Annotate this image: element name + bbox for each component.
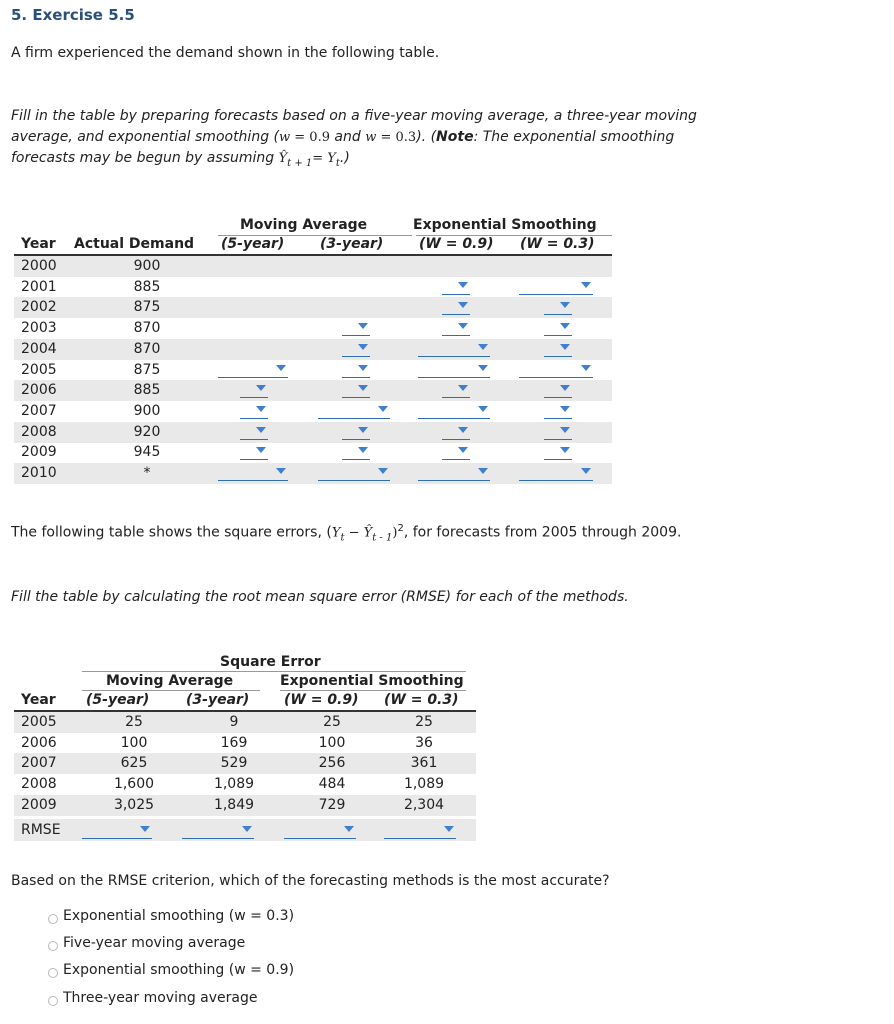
demand-cell: * (143, 465, 151, 481)
chevron-down-icon (458, 447, 468, 453)
dropdown-underline (544, 418, 572, 419)
table-row (14, 712, 476, 733)
forecast-dropdown-es03-2007[interactable] (544, 402, 572, 419)
table-row (14, 297, 612, 318)
forecast-dropdown-ma3-2004[interactable] (342, 340, 370, 357)
dropdown-underline (342, 335, 370, 336)
dropdown-underline (240, 439, 268, 440)
chevron-down-icon (256, 406, 266, 412)
chevron-down-icon (344, 826, 354, 832)
dropdown-underline (544, 356, 572, 357)
dropdown-underline (82, 838, 152, 839)
dropdown-underline (544, 314, 572, 315)
year-cell: 2001 (21, 278, 57, 295)
forecast-dropdown-ma5-2010[interactable] (218, 464, 288, 481)
header-underline (82, 690, 260, 691)
dropdown-underline (442, 314, 470, 315)
chevron-down-icon (478, 344, 488, 350)
dropdown-underline (342, 377, 370, 378)
square-error-cell-es03: 1,089 (403, 776, 445, 793)
forecast-dropdown-es03-2005[interactable] (519, 361, 593, 378)
dropdown-underline (284, 838, 356, 839)
dropdown-underline (418, 377, 490, 378)
radio-option-2[interactable] (48, 941, 58, 951)
col-es-09: (W = 0.9) (284, 692, 359, 708)
col-ma-3year: (3-year) (186, 692, 250, 708)
year-cell: 2003 (21, 320, 57, 337)
demand-cell: 870 (133, 320, 161, 337)
forecast-dropdown-es09-2008[interactable] (442, 423, 470, 440)
demand-cell: 885 (133, 382, 161, 399)
dropdown-underline (218, 377, 288, 378)
forecast-dropdown-es09-2002[interactable] (442, 298, 470, 315)
dropdown-underline (544, 335, 572, 336)
demand-cell: 900 (133, 258, 161, 274)
forecast-dropdown-es09-2003[interactable] (442, 319, 470, 336)
forecast-dropdown-ma3-2003[interactable] (342, 319, 370, 336)
chevron-down-icon (358, 447, 368, 453)
forecast-dropdown-ma5-2008[interactable] (240, 423, 268, 440)
square-error-cell-es09: 484 (318, 776, 346, 793)
square-error-cell-es03: 25 (415, 714, 433, 730)
forecast-dropdown-ma3-2005[interactable] (342, 361, 370, 378)
chevron-down-icon (458, 323, 468, 329)
chevron-down-icon (458, 385, 468, 391)
square-error-cell-ma3: 9 (229, 714, 239, 730)
col-year: Year (21, 236, 56, 252)
dropdown-underline (342, 459, 370, 460)
year-cell: 2010 (21, 465, 57, 481)
year-cell: 2004 (21, 340, 57, 357)
chevron-down-icon (581, 282, 591, 288)
table-row (14, 380, 612, 401)
forecast-dropdown-ma3-2008[interactable] (342, 423, 370, 440)
forecast-dropdown-ma5-2006[interactable] (240, 381, 268, 398)
chevron-down-icon (458, 282, 468, 288)
square-error-cell-es03: 361 (410, 755, 438, 772)
forecast-dropdown-es09-2010[interactable] (418, 464, 490, 481)
rmse-dropdown-ma3[interactable] (182, 822, 254, 839)
radio-option-4[interactable] (48, 996, 58, 1006)
table-row (14, 318, 612, 339)
table-row (14, 339, 612, 360)
year-cell: 2009 (21, 796, 57, 813)
rmse-dropdown-es03[interactable] (384, 822, 456, 839)
year-cell: 2008 (21, 423, 57, 440)
rmse-dropdown-es09[interactable] (284, 822, 356, 839)
forecast-dropdown-ma3-2010[interactable] (318, 464, 390, 481)
dropdown-underline (418, 480, 490, 481)
square-error-cell-ma3: 529 (220, 755, 248, 772)
chevron-down-icon (276, 365, 286, 371)
year-cell: 2009 (21, 444, 57, 461)
forecast-dropdown-es09-2006[interactable] (442, 381, 470, 398)
dropdown-underline (442, 439, 470, 440)
square-error-cell-ma5: 1,600 (113, 776, 155, 793)
chevron-down-icon (478, 406, 488, 412)
chevron-down-icon (560, 344, 570, 350)
forecast-dropdown-es09-2001[interactable] (442, 278, 470, 295)
square-error-cell-ma3: 169 (220, 734, 248, 751)
forecast-dropdown-es03-2001[interactable] (519, 278, 593, 295)
forecast-dropdown-es03-2004[interactable] (544, 340, 572, 357)
forecast-dropdown-es09-2005[interactable] (418, 361, 490, 378)
dropdown-underline (342, 397, 370, 398)
table-row (14, 795, 476, 816)
square-error-cell-ma5: 100 (120, 734, 148, 751)
chevron-down-icon (276, 468, 286, 474)
dropdown-underline (544, 459, 572, 460)
dropdown-underline (442, 459, 470, 460)
rmse-instructions: Fill the table by calculating the root mean square error (RMSE) for each of the methods. (11, 589, 629, 605)
dropdown-underline (519, 294, 593, 295)
chevron-down-icon (581, 365, 591, 371)
chevron-down-icon (358, 365, 368, 371)
dropdown-underline (418, 356, 490, 357)
option-label[interactable]: Five-year moving average (63, 935, 246, 951)
forecast-dropdown-es03-2003[interactable] (544, 319, 572, 336)
square-error-cell-es03: 2,304 (403, 796, 445, 813)
chevron-down-icon (560, 323, 570, 329)
demand-cell: 920 (133, 423, 161, 440)
chevron-down-icon (256, 427, 266, 433)
chevron-down-icon (358, 427, 368, 433)
forecast-dropdown-es03-2002[interactable] (544, 298, 572, 315)
col-year: Year (21, 692, 56, 708)
demand-cell: 900 (133, 402, 161, 419)
chevron-down-icon (358, 385, 368, 391)
col-es-03: (W = 0.3) (384, 692, 459, 708)
forecast-dropdown-ma5-2005[interactable] (218, 361, 288, 378)
forecast-dropdown-ma3-2009[interactable] (342, 443, 370, 460)
table-row (14, 753, 476, 774)
square-error-cell-ma5: 625 (120, 755, 148, 772)
header-square-error: Square Error (220, 654, 321, 670)
radio-option-1[interactable] (48, 914, 58, 924)
col-ma-5year: (5-year) (221, 236, 285, 252)
header-moving-average: Moving Average (240, 217, 368, 233)
chevron-down-icon (560, 427, 570, 433)
header-underline (82, 671, 466, 672)
year-cell: 2007 (21, 755, 57, 772)
chevron-down-icon (140, 826, 150, 832)
square-error-cell-ma5: 3,025 (113, 796, 155, 813)
dropdown-underline (442, 294, 470, 295)
year-cell: 2005 (21, 361, 57, 378)
option-label[interactable]: Exponential smoothing (w = 0.9) (63, 962, 295, 978)
table-row (14, 733, 476, 754)
dropdown-underline (318, 418, 390, 419)
option-label[interactable]: Three-year moving average (63, 990, 258, 1006)
chevron-down-icon (478, 468, 488, 474)
year-cell: 2007 (21, 402, 57, 419)
square-error-cell-es09: 100 (318, 734, 346, 751)
dropdown-underline (384, 838, 456, 839)
forecast-dropdown-es09-2007[interactable] (418, 402, 490, 419)
dropdown-underline (318, 480, 390, 481)
forecast-dropdown-es03-2006[interactable] (544, 381, 572, 398)
dropdown-underline (342, 356, 370, 357)
forecast-dropdown-es09-2004[interactable] (418, 340, 490, 357)
dropdown-underline (442, 397, 470, 398)
square-error-cell-ma3: 1,089 (213, 776, 255, 793)
chevron-down-icon (256, 447, 266, 453)
year-cell: 2006 (21, 734, 57, 751)
chevron-down-icon (581, 468, 591, 474)
exercise-title: 5. Exercise 5.5 (11, 6, 135, 24)
chevron-down-icon (560, 385, 570, 391)
dropdown-underline (442, 335, 470, 336)
table-row (14, 774, 476, 795)
square-error-cell-es09: 256 (318, 755, 346, 772)
year-cell: 2005 (21, 714, 57, 730)
chevron-down-icon (560, 302, 570, 308)
option-label[interactable]: Exponential smoothing (w = 0.3) (63, 908, 295, 924)
col-es-03: (W = 0.3) (520, 236, 595, 252)
chevron-down-icon (458, 427, 468, 433)
dropdown-underline (342, 439, 370, 440)
chevron-down-icon (560, 447, 570, 453)
square-error-cell-ma3: 1,849 (213, 796, 255, 813)
forecast-dropdown-es09-2009[interactable] (442, 443, 470, 460)
intro-text: A firm experienced the demand shown in the following table. (11, 45, 440, 61)
chevron-down-icon (358, 323, 368, 329)
question-text: Based on the RMSE criterion, which of the forecasting methods is the most accurate? (11, 873, 610, 889)
dropdown-underline (182, 838, 254, 839)
square-error-cell-es09: 729 (318, 796, 346, 813)
chevron-down-icon (378, 468, 388, 474)
forecast-dropdown-ma3-2006[interactable] (342, 381, 370, 398)
col-ma-5year: (5-year) (86, 692, 150, 708)
demand-cell: 945 (133, 444, 161, 461)
rmse-label: RMSE (21, 821, 61, 838)
instructions-line3: forecasts may be begun by assuming $Ŷ_{t + 1}= Y_t$.) (11, 150, 350, 169)
square-error-cell-ma5: 25 (125, 714, 143, 730)
col-actual-demand: Actual Demand (74, 236, 195, 252)
header-underline (280, 690, 466, 691)
dropdown-underline (418, 418, 490, 419)
col-ma-3year: (3-year) (320, 236, 384, 252)
demand-cell: 875 (133, 299, 161, 316)
square-error-cell-es03: 36 (415, 734, 433, 751)
chevron-down-icon (458, 302, 468, 308)
demand-cell: 875 (133, 361, 161, 378)
col-es-09: (W = 0.9) (419, 236, 494, 252)
chevron-down-icon (358, 344, 368, 350)
year-cell: 2006 (21, 382, 57, 399)
chevron-down-icon (242, 826, 252, 832)
chevron-down-icon (444, 826, 454, 832)
header-exponential-smoothing: Exponential Smoothing (413, 217, 597, 233)
year-cell: 2002 (21, 299, 57, 316)
table-row (14, 401, 612, 422)
year-cell: 2000 (21, 258, 57, 274)
dropdown-underline (240, 459, 268, 460)
rmse-dropdown-ma5[interactable] (82, 822, 152, 839)
header-exponential-smoothing: Exponential Smoothing (280, 673, 464, 689)
dropdown-underline (544, 439, 572, 440)
forecast-dropdown-ma5-2007[interactable] (240, 402, 268, 419)
square-errors-text: The following table shows the square errors, ($Y_t$ − $Ŷ_{t - 1})^2$, for forecasts from 2005 through 2009. (11, 523, 682, 544)
forecast-dropdown-es03-2009[interactable] (544, 443, 572, 460)
instructions-line2: average, and exponential smoothing (w = 0.9 and w = 0.3). (Note: The exponential smoothing (11, 129, 675, 145)
demand-cell: 885 (133, 278, 161, 295)
dropdown-underline (218, 480, 288, 481)
forecast-dropdown-ma5-2009[interactable] (240, 443, 268, 460)
header-moving-average: Moving Average (106, 673, 234, 689)
table-row (14, 256, 612, 277)
year-cell: 2008 (21, 776, 57, 793)
chevron-down-icon (256, 385, 266, 391)
dropdown-underline (240, 397, 268, 398)
square-error-cell-es09: 25 (323, 714, 341, 730)
chevron-down-icon (478, 365, 488, 371)
chevron-down-icon (378, 406, 388, 412)
forecast-dropdown-es03-2010[interactable] (519, 464, 593, 481)
forecast-dropdown-es03-2008[interactable] (544, 423, 572, 440)
forecast-dropdown-ma3-2007[interactable] (318, 402, 390, 419)
instructions-line1: Fill in the table by preparing forecasts based on a five-year moving average, a three-year moving (11, 108, 697, 124)
dropdown-underline (544, 397, 572, 398)
dropdown-underline (240, 418, 268, 419)
dropdown-underline (519, 377, 593, 378)
table-row (14, 442, 612, 463)
demand-cell: 870 (133, 340, 161, 357)
radio-option-3[interactable] (48, 968, 58, 978)
dropdown-underline (519, 480, 593, 481)
table-row (14, 422, 612, 443)
chevron-down-icon (560, 406, 570, 412)
